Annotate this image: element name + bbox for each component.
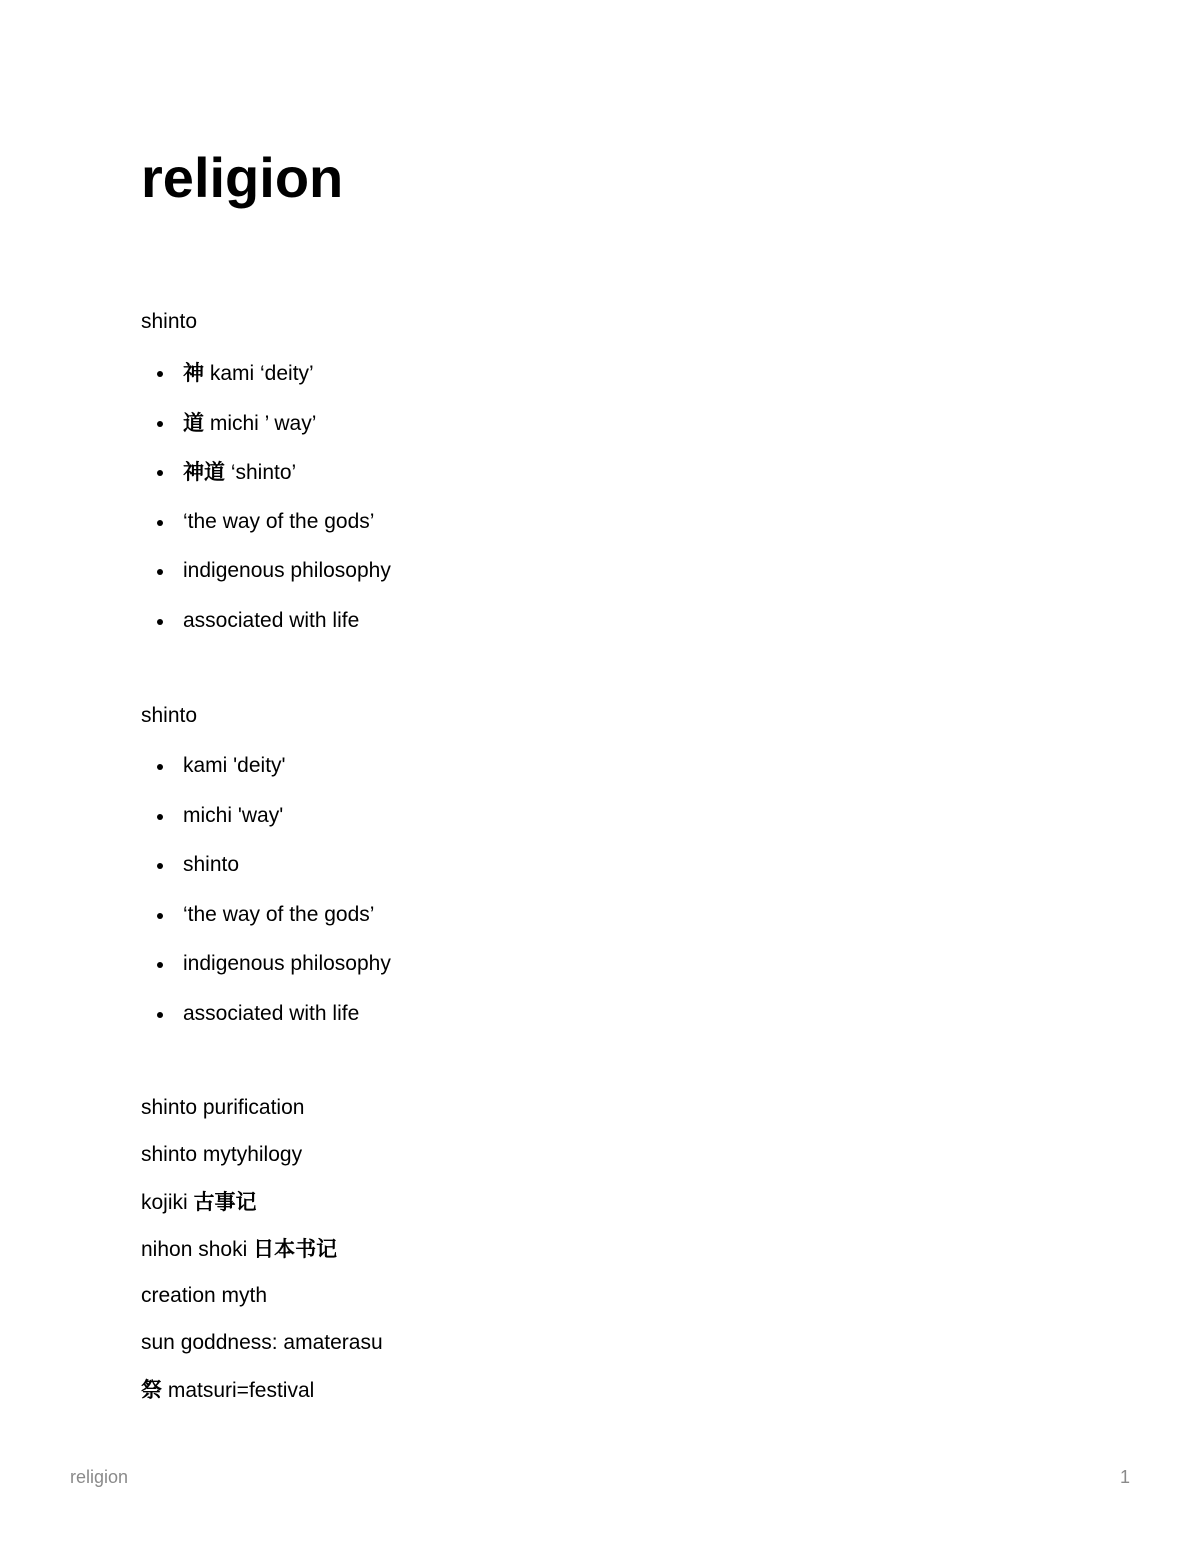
list-item	[141, 1000, 391, 1050]
note-line	[141, 1188, 383, 1235]
bullet-icon	[157, 1012, 163, 1018]
bullet-icon	[157, 470, 163, 476]
list-item	[141, 458, 391, 508]
section-heading-shinto-1: shinto	[141, 310, 198, 333]
page-title: religion	[141, 146, 344, 209]
note-line-text: shinto mytyhilogy	[141, 1143, 303, 1166]
note-line	[141, 1141, 383, 1188]
kanji-michi: 道	[183, 410, 204, 435]
list-item	[141, 557, 391, 607]
bullet-icon	[157, 863, 163, 869]
note-line-text: nihon shoki	[141, 1238, 254, 1261]
note-line-text: creation myth	[141, 1284, 268, 1307]
list-item-text: indigenous philosophy	[183, 952, 391, 975]
footer-page-number: 1	[1119, 1467, 1130, 1487]
list-item-text: kami ‘deity’	[204, 362, 314, 385]
bullet-icon	[157, 962, 163, 968]
bullet-icon	[157, 371, 163, 377]
bullet-icon	[157, 814, 163, 820]
list-item	[141, 508, 391, 558]
list-item	[141, 802, 391, 852]
list-item-text: ‘the way of the gods’	[183, 509, 375, 533]
kanji-matsuri: 祭	[141, 1378, 162, 1402]
list-item-text: michi ’ way’	[204, 411, 317, 435]
shinto-bullet-list-2	[141, 752, 391, 1049]
list-item-text: shinto	[183, 853, 240, 876]
list-item-text: associated with life	[183, 608, 360, 632]
list-item	[141, 752, 391, 802]
kanji-kami: 神	[183, 361, 204, 385]
bullet-icon	[157, 764, 163, 770]
section-heading-shinto-2: shinto	[141, 704, 198, 727]
note-line-text: shinto purification	[141, 1096, 305, 1119]
list-item-text: michi 'way'	[183, 803, 284, 827]
footer-document-name: religion	[70, 1467, 129, 1487]
list-item	[141, 851, 391, 901]
bullet-icon	[157, 569, 163, 575]
note-line	[141, 1282, 383, 1329]
list-item	[141, 950, 391, 1000]
list-item	[141, 607, 391, 657]
note-line-text: sun goddness: amaterasu	[141, 1331, 383, 1354]
bullet-icon	[157, 421, 163, 427]
kanji-nihon-shoki: 日本书记	[253, 1237, 338, 1261]
note-line	[141, 1329, 383, 1376]
bullet-icon	[157, 619, 163, 625]
kanji-kojiki: 古事记	[193, 1190, 257, 1214]
list-item	[141, 409, 391, 459]
list-item-text: ‘shinto’	[225, 461, 297, 484]
bullet-icon	[157, 913, 163, 919]
list-item-text: indigenous philosophy	[183, 559, 391, 582]
kanji-shinto: 神道	[183, 460, 225, 484]
list-item	[141, 359, 391, 409]
list-item-text: ‘the way of the gods’	[183, 902, 375, 926]
note-line-text: matsuri=festival	[162, 1379, 315, 1402]
shinto-bullet-list-1	[141, 359, 391, 656]
list-item-text: associated with life	[183, 1001, 360, 1025]
note-line	[141, 1094, 383, 1141]
note-line	[141, 1376, 383, 1423]
notes-lines	[141, 1094, 383, 1423]
note-line-text: kojiki	[141, 1191, 194, 1214]
list-item-text: kami 'deity'	[183, 754, 286, 777]
bullet-icon	[157, 520, 163, 526]
list-item	[141, 901, 391, 951]
note-line	[141, 1235, 383, 1282]
